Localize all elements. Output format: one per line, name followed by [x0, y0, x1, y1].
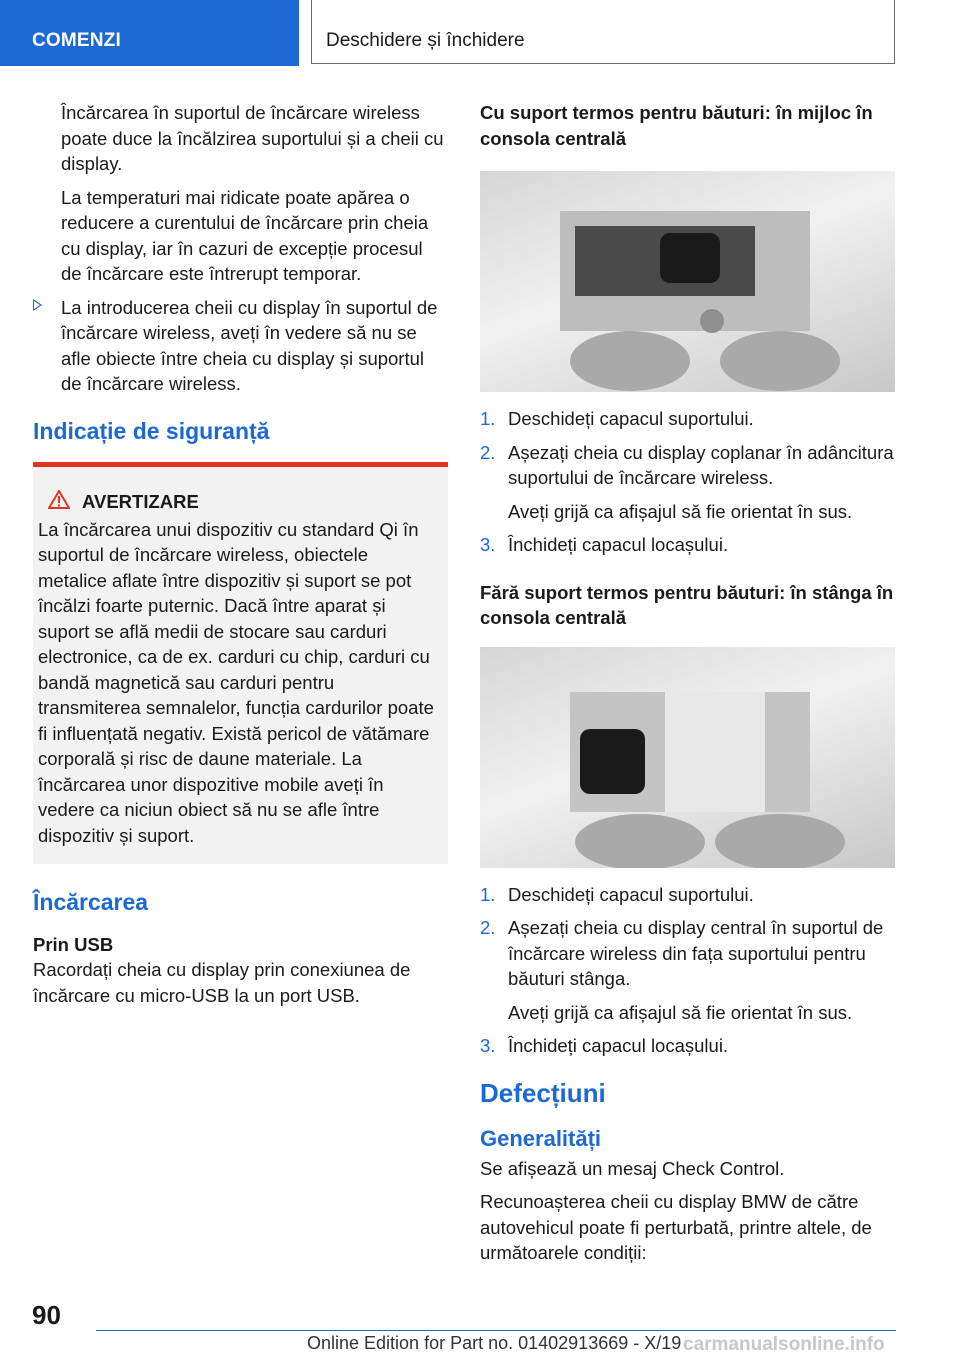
- step-number: 3.: [480, 1035, 496, 1056]
- list-item: [480, 532, 896, 558]
- defects-heading: Defecțiuni: [480, 1077, 606, 1108]
- edition-note: Online Edition for Part no. 01402913669 - X/19: [307, 1333, 682, 1353]
- step-text: Închideți capacul locașului.: [508, 1035, 729, 1056]
- warning-title-text: AVERTIZARE: [82, 491, 199, 512]
- chapter-tab: [311, 0, 895, 64]
- triangle-bullet-icon: [33, 299, 42, 311]
- list-item: [480, 440, 896, 491]
- usb-text: Racordați cheia cu display prin conexiunea de încărcare cu micro-USB la un port USB.: [33, 959, 411, 1006]
- footer-divider: [96, 1330, 896, 1331]
- bullet-text: La introducerea cheii cu display în suportul de încărcare wireless, aveți în vedere să nu se afle obiecte între cheia cu display și suportul de încărcare wireless.: [61, 296, 438, 394]
- section-heading: Fără suport termos pentru băuturi: în stânga în consola centrală: [480, 581, 894, 628]
- safety-heading: Indicație de siguranță: [33, 417, 270, 444]
- step-number: 1.: [480, 408, 496, 429]
- step-text: Așezați cheia cu display central în suportul de încărcare wireless din fața suportului pentru băuturi stânga.: [508, 917, 884, 989]
- console-image-left: [480, 647, 895, 868]
- step-text: Deschideți capacul suportului.: [508, 408, 754, 429]
- paragraph: Recunoașterea cheii cu display BMW de către autovehicul poate fi perturbată, printre altele, de următoarele condiții:: [480, 1191, 872, 1263]
- paragraph: Se afișează un mesaj Check Control.: [480, 1157, 785, 1179]
- list-item: [480, 882, 896, 908]
- list-item: [480, 915, 896, 992]
- usb-heading: Prin USB: [33, 933, 114, 955]
- section-tab: [0, 0, 299, 66]
- section-label: COMENZI: [32, 30, 122, 51]
- page-number: 90: [32, 1300, 61, 1330]
- step-number: 1.: [480, 883, 496, 905]
- step-text: Așezați cheia cu display coplanar în adâncitura suportului de încărcare wireless.: [508, 441, 894, 488]
- console-illustration: [480, 171, 895, 392]
- console-image-center: [480, 171, 895, 392]
- charging-heading: Încărcarea: [33, 889, 149, 915]
- step-text: Deschideți capacul suportului.: [508, 883, 754, 905]
- warning-triangle-icon: [48, 490, 70, 509]
- bullet-item: [33, 295, 448, 397]
- step-number: 2.: [480, 441, 496, 463]
- list-item: [480, 1033, 896, 1059]
- step-note: Aveți grijă ca afișajul să fie orientat în sus.: [508, 500, 853, 522]
- general-heading: Generalități: [480, 1126, 602, 1151]
- warning-text: La încărcarea unui dispozitiv cu standard Qi în suportul de încărcare wireless, obiectele metalice aflate între dispozitiv și suport se pot încălzi foarte puternic. Dacă între aparat și suport se află medii de stocare sau carduri electronice, ca de ex. carduri cu chip, carduri cu bandă magnetică sau carduri pentru transmiterea semnalelor, funcția cardurilor poate fi influențată negativ. Există pericol de vătămare corporală și risc de daune materiale. La încărcarea unor dispozitive mobile aveți în vedere ca niciun obiect să nu se afle între dispozitiv și suport.: [38, 518, 434, 846]
- paragraph: La temperaturi mai ridicate poate apărea o reducere a curentului de încărcare prin cheia cu display, iar în cazuri de excepție procesul de încărcare este întrerupt temporar.: [61, 186, 429, 284]
- step-note: Aveți grijă ca afișajul să fie orientat în sus.: [508, 1001, 853, 1023]
- page-header: [0, 0, 960, 66]
- paragraph: Încărcarea în suportul de încărcare wireless poate duce la încălzirea suportului și a cheii cu display.: [61, 102, 444, 174]
- watermark: carmanualsonline.info: [683, 1334, 885, 1355]
- step-number: 3.: [480, 534, 496, 555]
- step-number: 2.: [480, 917, 496, 938]
- section-heading: Cu suport termos pentru băuturi: în mijloc în consola centrală: [480, 102, 873, 149]
- left-column: [33, 100, 448, 1016]
- warning-title: [38, 489, 438, 515]
- console-illustration: [480, 647, 895, 868]
- chapter-label: Deschidere și închidere: [326, 30, 525, 51]
- list-item: [480, 406, 896, 432]
- right-column: [480, 100, 896, 1274]
- step-text: Închideți capacul locașului.: [508, 534, 729, 555]
- warning-box: [33, 462, 448, 864]
